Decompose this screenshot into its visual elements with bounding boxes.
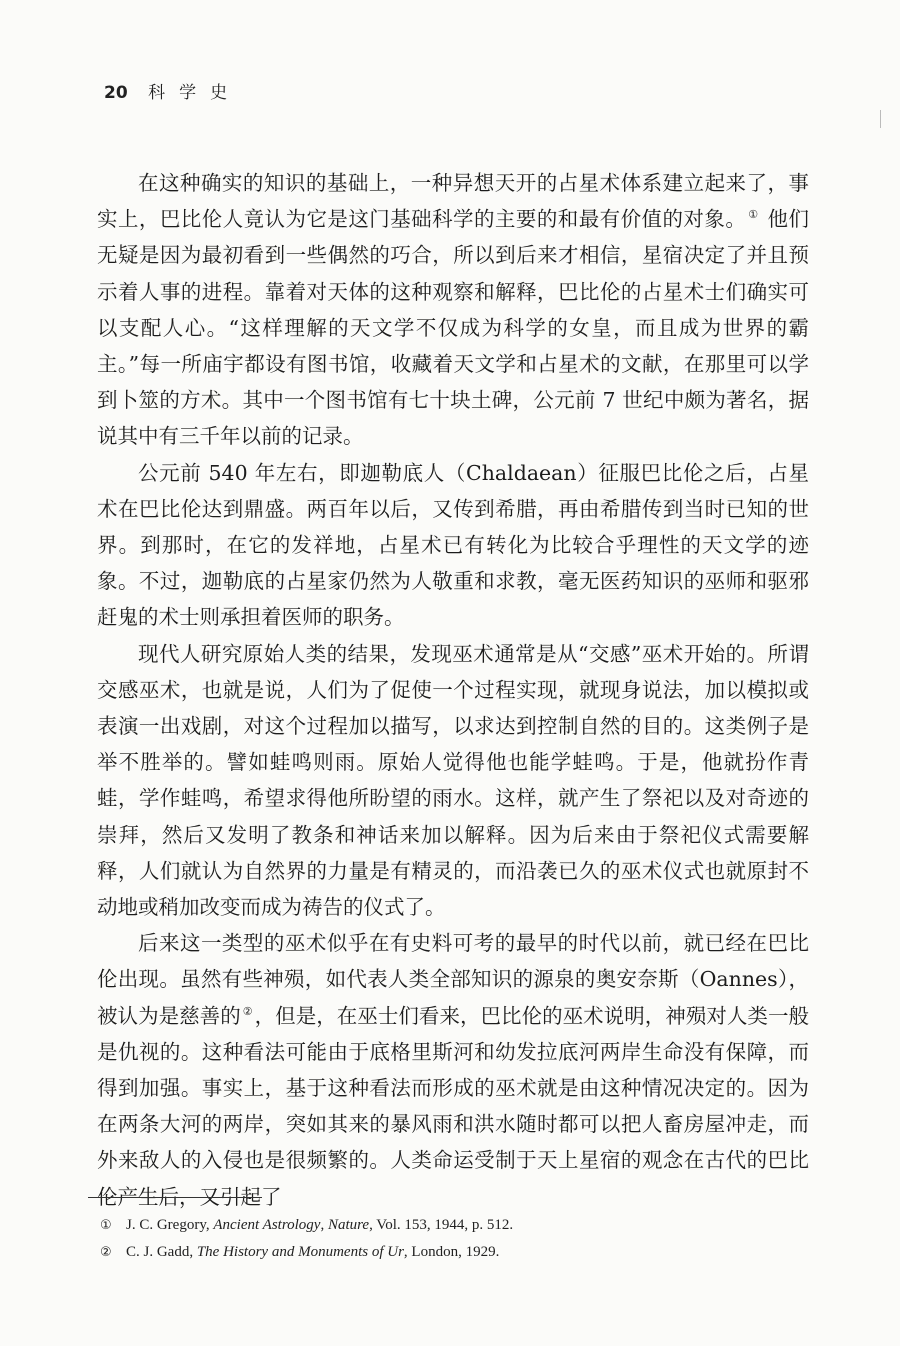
footnote-work: The History and Monuments of Ur [196, 1244, 404, 1260]
footnote-divider [88, 1197, 262, 1198]
footnote-journal: Nature [327, 1217, 370, 1233]
footnote-1: ① J. C. Gregory, Ancient Astrology, Nature, Vol. 153, 1944, p. 512. [100, 1212, 820, 1239]
paragraph-sympathetic-magic: 现代人研究原始人类的结果，发现巫术通常是从“交感”巫术开始的。所谓交感巫术，也就是说，人们为了促使一个过程实现，就现身说法，加以模拟或表演一出戏剧，对这个过程加以描写，以求达到控制自然的目的。这类例子是举不胜举的。譬如蛙鸣则雨。原始人觉得他也能学蛙鸣。于是，他就扮作青蛙，学作蛙鸣，希望求得他所盼望的雨水。这样，就产生了祭祀以及对奇迹的崇拜，然后又发明了教条和神话来加以解释。因为后来由于祭祀仪式需要解释，人们就认为自然界的力量是有精灵的，而沿袭已久的巫术仪式也就原封不动地或稍加改变而成为祷告的仪式了。 [97, 641, 809, 920]
paragraph-chaldaean-conquest: 公元前 540 年左右，即迦勒底人（Chaldaean）征服巴比伦之后，占星术在巴比伦达到鼎盛。两百年以后，又传到希腊，再由希腊传到当时已知的世界。到那时，在它的发祥地，占星术已有转化为比较合乎理性的天文学的迹象。不过，迦勒底的占星家仍然为人敬重和求教，毫无医药知识的巫师和驱邪赶鬼的术士则承担着医师的职务。 [97, 460, 809, 630]
footnote-details: , London, 1929. [403, 1244, 500, 1260]
paragraph-astrology-system: 在这种确实的知识的基础上，一种异想天开的占星术体系建立起来了，事实上，巴比伦人竟认为它是这门基础科学的主要的和最有价值的对象。 ① 他们无疑是因为最初看到一些偶然的巧合，所以到后来才相信，星宿决定了并且预示着人事的进程。靠着对天体的这种观察和解释，巴比伦的占星术士们确实可以支配人心。“这样理解的天文学不仅成为科学的女皇，而且成为世界的霸主。”每一所庙宇都设有图书馆，收藏着天文学和占星术的文献，在那里可以学到卜筮的方术。其中一个图书馆有七十块土碑，公元前 7 世纪中颇为著名，据说其中有三千年以前的记录。 [97, 171, 809, 449]
footnotes [100, 1212, 820, 1266]
book-title: 科学史 [148, 83, 242, 103]
paragraph-babylonian-magic: 后来这一类型的巫术似乎在有史料可考的最早的时代以前，就已经在巴比伦出现。虽然有些神殒，如代表人类全部知识的源泉的奥安奈斯（Oannes），被认为是慈善的 ②，但是，在巫士们看来，巴比伦的巫术说明，神殒对人类一般是仇视的。这种看法可能由于底格里斯河和幼发拉底河两岸生命没有保障，而得到加强。事实上，基于这种看法而形成的巫术就是由这种情况决定的。因为在两条大河的两岸，突如其来的暴风雨和洪水随时都可以把人畜房屋冲走，而外来敌人的入侵也是很频繁的。人类命运受制于天上星宿的观念在古代的巴比伦产生后，又引起了 [97, 931, 809, 1209]
footnote-author: J. C. Gregory, [126, 1217, 210, 1233]
footnote-ref-2[interactable]: ② [242, 1004, 253, 1018]
footnote-ref-1[interactable]: ① [748, 208, 759, 222]
footnote-mark: ① [100, 1218, 112, 1233]
page-number: 20 [104, 83, 128, 103]
body-text [97, 165, 809, 1215]
footnote-mark: ② [100, 1245, 112, 1260]
margin-mark [880, 110, 881, 128]
footnote-2 [100, 1239, 820, 1266]
footnote-details: , Vol. 153, 1944, p. 512. [369, 1217, 514, 1233]
footnote-author: C. J. Gadd, [126, 1244, 194, 1260]
footnote-work: Ancient Astrology [213, 1217, 321, 1233]
running-head [104, 78, 241, 103]
